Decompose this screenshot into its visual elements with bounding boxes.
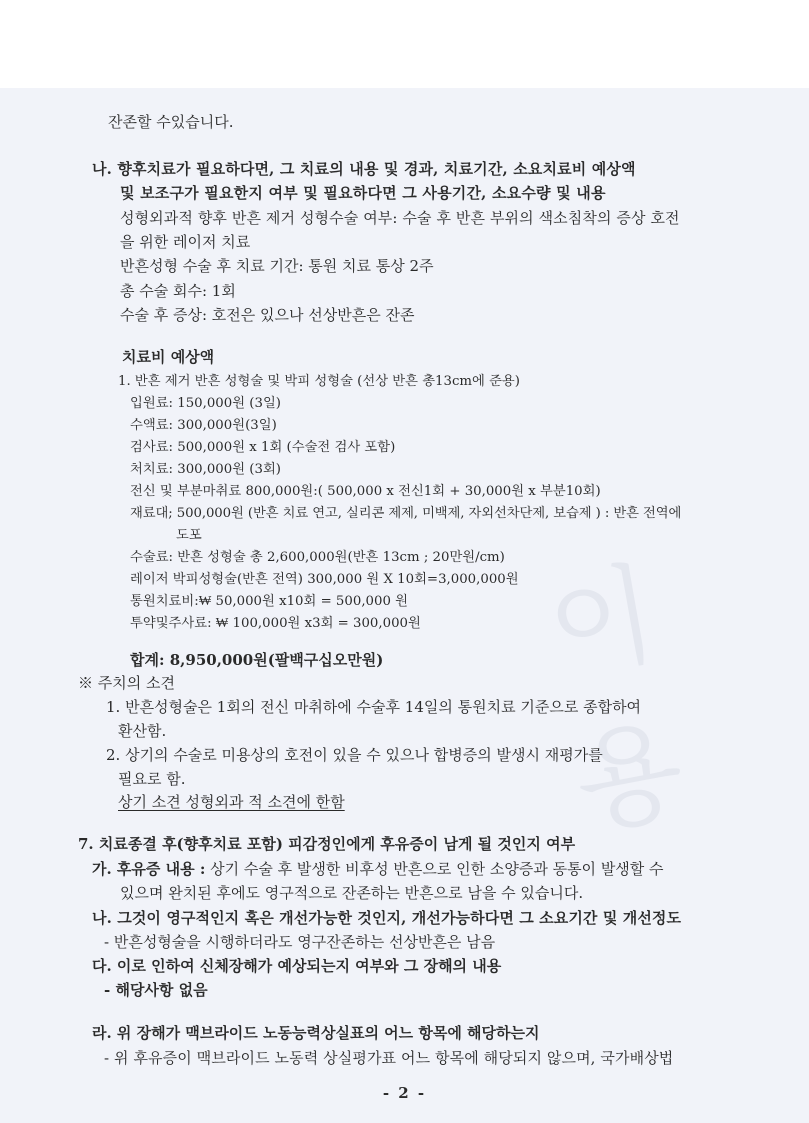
text-line: - 반흔성형술을 시행하더라도 영구잔존하는 선상반흔은 남음: [104, 933, 496, 951]
page-top-margin: [0, 0, 809, 88]
text-line: 잔존할 수있습니다.: [108, 113, 234, 131]
physician-opinion-heading: ※ 주치의 소견: [78, 674, 175, 692]
cost-item: 수액료: 300,000원(3일): [130, 418, 277, 433]
cost-estimate-heading: 치료비 예상액: [122, 348, 215, 366]
section-heading-cont: 및 보조구가 필요한지 여부 및 필요하다면 그 사용기간, 소요수량 및 내용: [120, 184, 606, 202]
cost-item-title: 1. 반흔 제거 반흔 성형술 및 박피 성형술 (선상 반흔 총13cm에 준용): [118, 374, 520, 389]
text-line: 을 위한 레이저 치료: [120, 233, 251, 251]
cost-item-cont: 도포: [176, 528, 202, 543]
subsection-heading: 라. 위 장해가 맥브라이드 노동능력상실표의 어느 항목에 해당하는지: [92, 1024, 540, 1042]
text-line: - 해당사항 없음: [104, 981, 208, 999]
opinion-item-cont: 필요로 함.: [118, 770, 186, 788]
opinion-item-cont: 환산함.: [118, 722, 167, 740]
cost-item: 검사료: 500,000원 x 1회 (수술전 검사 포함): [130, 440, 396, 455]
watermark: 이 용: [538, 547, 703, 850]
text-line: 총 수술 회수: 1회: [120, 282, 236, 300]
text-line: 있으며 완치된 후에도 영구적으로 잔존하는 반흔으로 남을 수 있습니다.: [120, 884, 584, 902]
text-line: - 위 후유증이 맥브라이드 노동력 상실평가표 어느 항목에 해당되지 않으며, 국가배상법: [104, 1049, 674, 1067]
subsection-heading: 다. 이로 인하여 신체장해가 예상되는지 여부와 그 장해의 내용: [92, 957, 502, 975]
opinion-item: 1. 반흔성형술은 1회의 전신 마취하에 수술후 14일의 통원치료 기준으로 종합하여: [106, 698, 642, 716]
total-amount: 합계: 8,950,000원(팔백구십오만원): [130, 651, 384, 669]
cost-item: 전신 및 부분마취료 800,000원:( 500,000 x 전신1회 + 30,000원 x 부분10회): [130, 484, 601, 499]
text-line: 성형외과적 향후 반흔 제거 성형수술 여부: 수술 후 반흔 부위의 색소침착의 증상 호전: [120, 209, 680, 227]
cost-item: 재료대; 500,000원 (반흔 치료 연고, 실리콘 제제, 미백제, 자외선차단제, 보습제 ) : 반흔 전역에: [130, 506, 682, 521]
page-number: - 2 -: [382, 1084, 427, 1102]
section-heading: 나. 향후치료가 필요하다면, 그 치료의 내용 및 경과, 치료기간, 소요치료비 예상액: [92, 160, 636, 178]
opinion-scope-note: 상기 소견 성형외과 적 소견에 한함: [118, 793, 345, 811]
cost-item: 레이저 박피성형술(반흔 전역) 300,000 원 X 10회=3,000,000원: [130, 572, 519, 587]
cost-item: 투약및주사료: ₩ 100,000원 x3회 = 300,000원: [130, 616, 421, 631]
cost-item: 입원료: 150,000원 (3일): [130, 396, 281, 411]
cost-item: 수술료: 반흔 성형술 총 2,600,000원(반흔 13cm ; 20만원/cm): [130, 550, 505, 565]
text-line: 수술 후 증상: 호전은 있으나 선상반흔은 잔존: [120, 306, 415, 324]
sequelae-content: 가. 후유증 내용 : 상기 수술 후 발생한 비후성 반흔으로 인한 소양증과 동통이 발생할 수: [92, 860, 664, 878]
cost-item: 통원치료비:₩ 50,000원 x10회 = 500,000 원: [130, 594, 408, 609]
subsection-heading: 나. 그것이 영구적인지 혹은 개선가능한 것인지, 개선가능하다면 그 소요기간 및 개선정도: [92, 909, 682, 927]
section-7-heading: 7. 치료종결 후(향후치료 포함) 피감정인에게 후유증이 남게 될 것인지 여부: [78, 835, 576, 853]
cost-item: 처치료: 300,000원 (3회): [130, 462, 281, 477]
opinion-item: 2. 상기의 수술로 미용상의 호전이 있을 수 있으나 합병증의 발생시 재평가를: [106, 746, 603, 764]
text-line: 반흔성형 수술 후 치료 기간: 통원 치료 통상 2주: [120, 257, 434, 275]
